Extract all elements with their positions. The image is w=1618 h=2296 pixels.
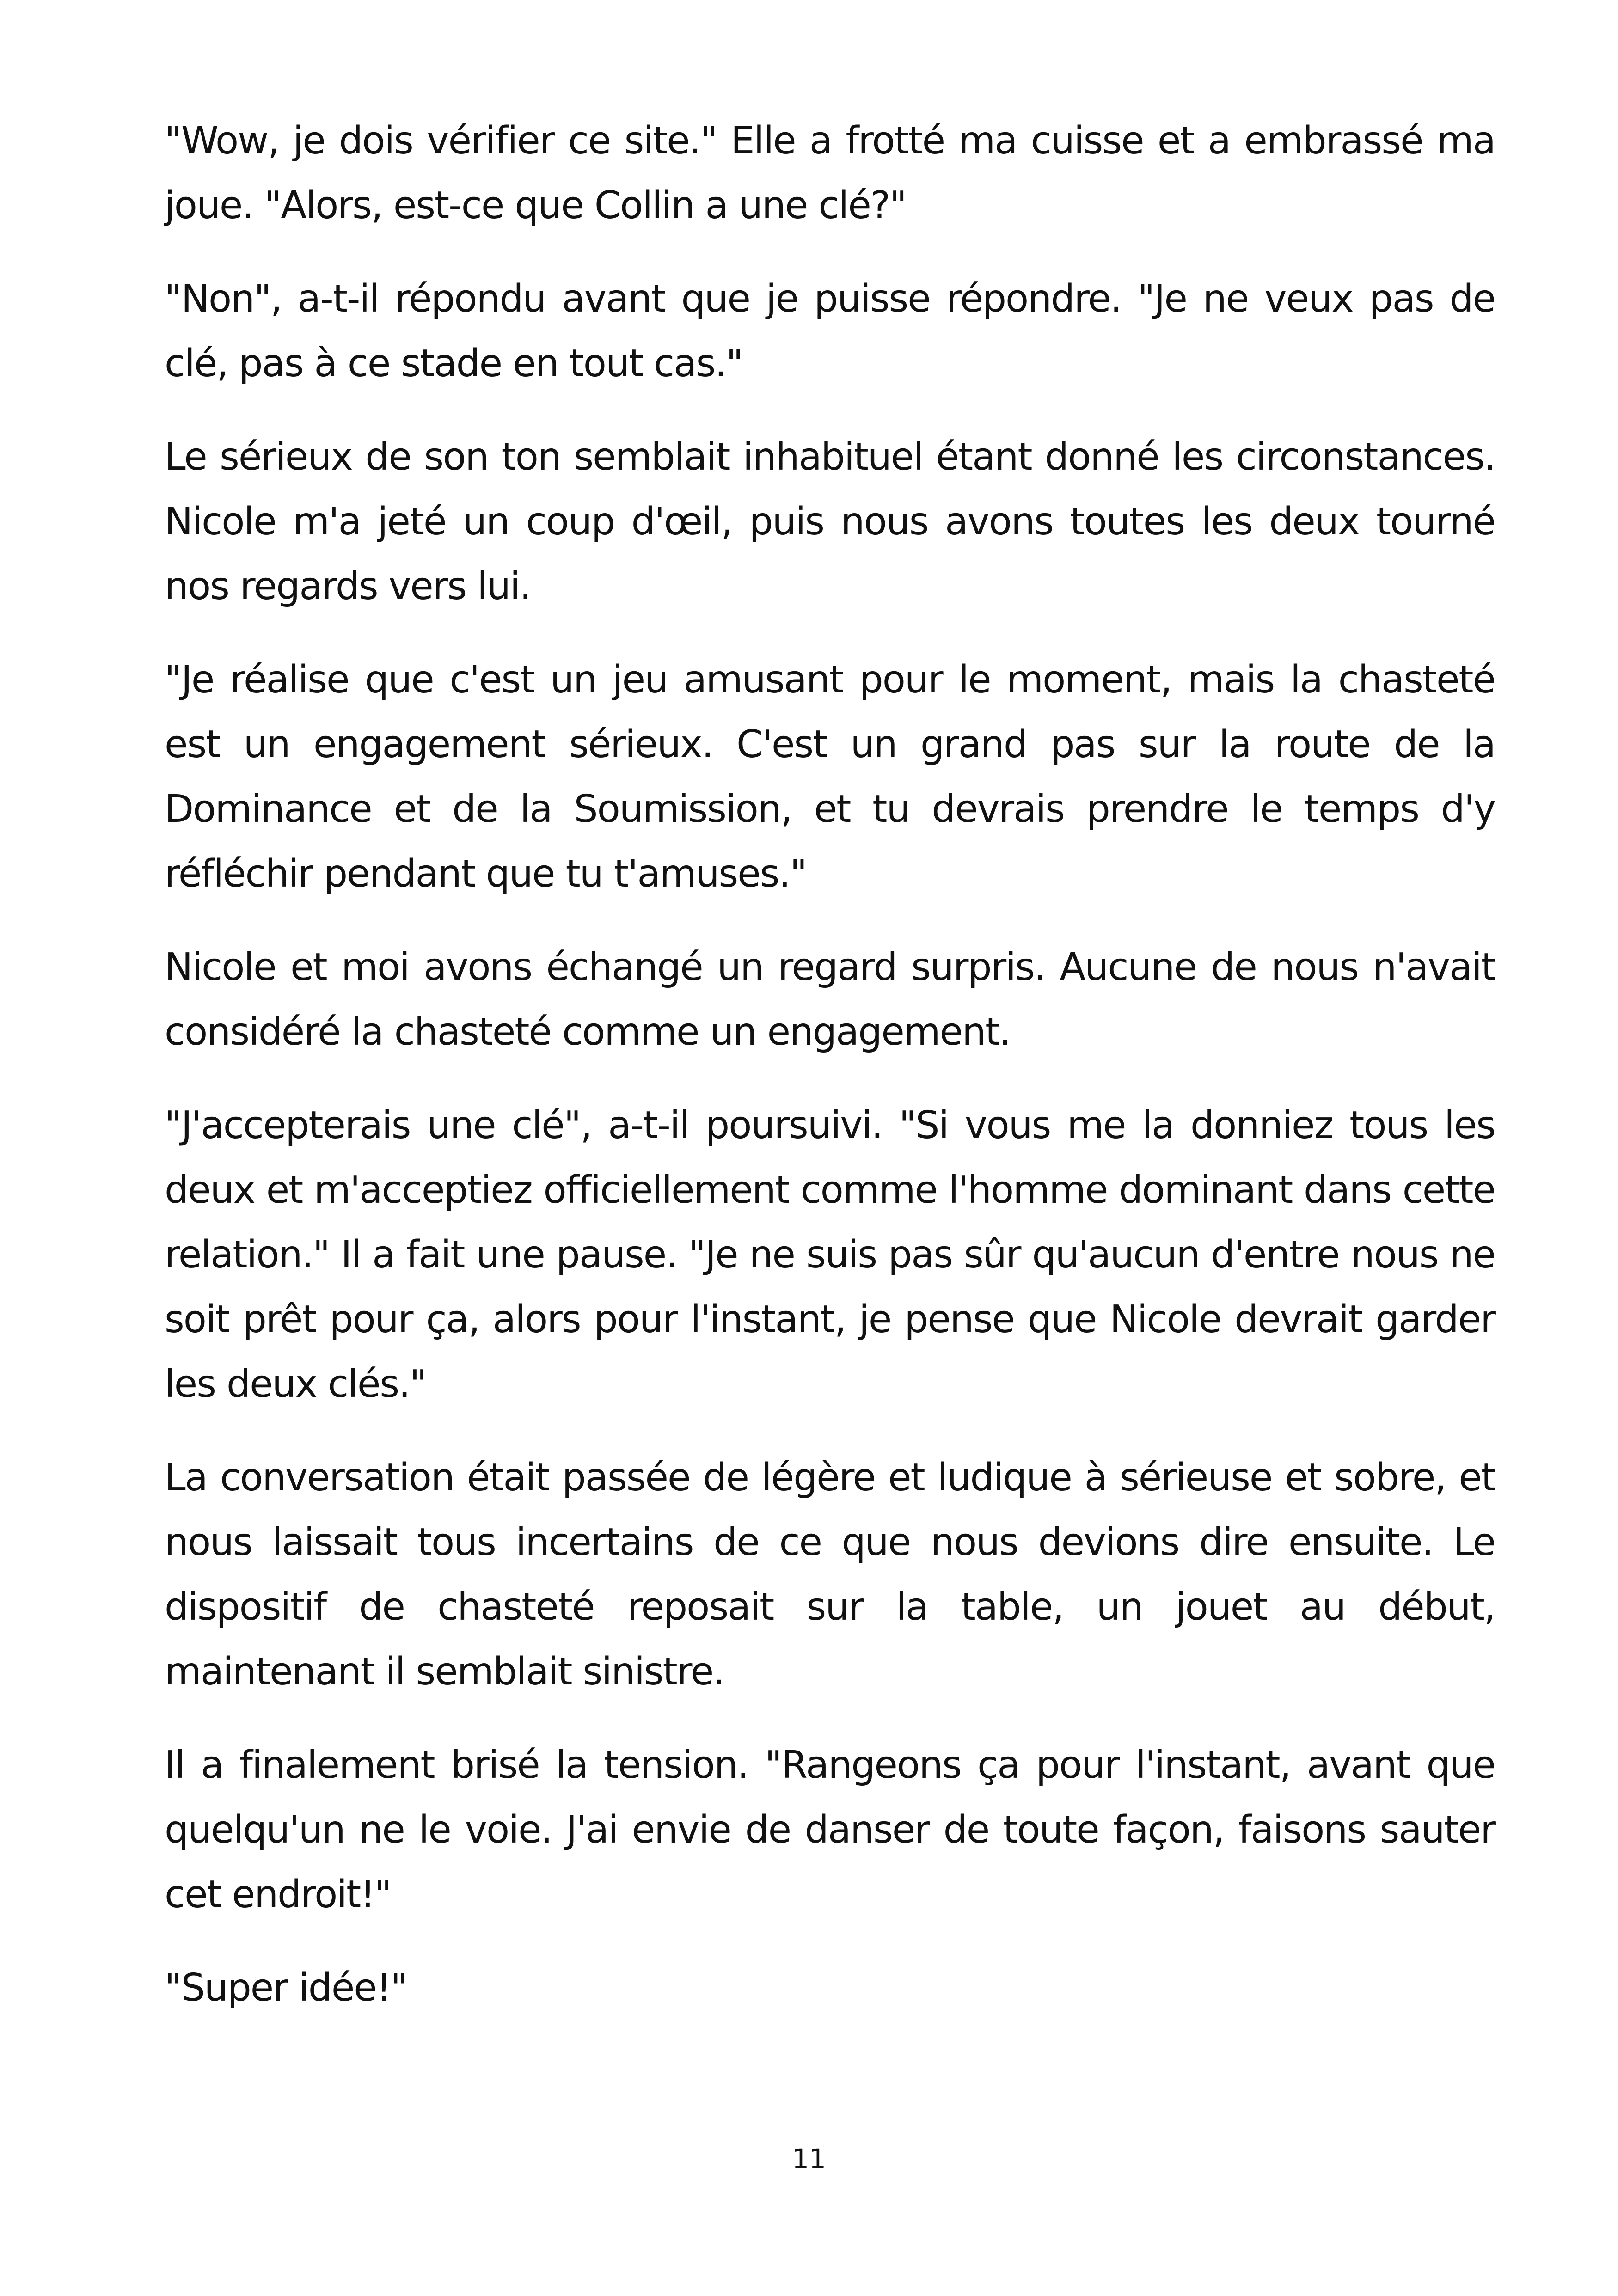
- paragraph-7: La conversation était passée de légère et ludique à sérieuse et sobre, et nous laissait tous incertains de ce que nous devions dire ensuite. Le dispositif de chasteté reposait sur la table, un jouet au début, maintenant il semblait sinistre.: [165, 1456, 1495, 1694]
- paragraph-5: Nicole et moi avons échangé un regard surpris. Aucune de nous n'avait considéré la chasteté comme un engagement.: [165, 945, 1495, 1054]
- body-text: [165, 109, 1495, 2049]
- paragraph-3: Le sérieux de son ton semblait inhabituel étant donné les circonstances. Nicole m'a jeté un coup d'œil, puis nous avons toutes les deux tourné nos regards vers lui.: [165, 435, 1495, 608]
- page-number: 11: [792, 2143, 826, 2174]
- paragraph-6: "J'accepterais une clé", a-t-il poursuivi. "Si vous me la donniez tous les deux et m'acceptiez officiellement comme l'homme dominant dans cette relation." Il a fait une pause. "Je ne suis pas sûr qu'aucun d'entre nous ne soit prêt pour ça, alors pour l'instant, je pense que Nicole devrait garder les deux clés.": [165, 1103, 1495, 1406]
- paragraph-9: "Super idée!": [165, 1966, 407, 2010]
- paragraph-4: "Je réalise que c'est un jeu amusant pour le moment, mais la chasteté est un engagement sérieux. C'est un grand pas sur la route de la Dominance et de la Soumission, et tu devrais prendre le temps d'y réfléchir pendant que tu t'amuses.": [165, 658, 1495, 896]
- paragraph-8: Il a finalement brisé la tension. "Rangeons ça pour l'instant, avant que quelqu'un ne le voie. J'ai envie de danser de toute façon, faisons sauter cet endroit!": [165, 1743, 1495, 1916]
- paragraph-1: "Wow, je dois vérifier ce site." Elle a frotté ma cuisse et a embrassé ma joue. "Alors, est-ce que Collin a une clé?": [165, 119, 1495, 227]
- paragraph-2: "Non", a-t-il répondu avant que je puisse répondre. "Je ne veux pas de clé, pas à ce stade en tout cas.": [165, 277, 1495, 386]
